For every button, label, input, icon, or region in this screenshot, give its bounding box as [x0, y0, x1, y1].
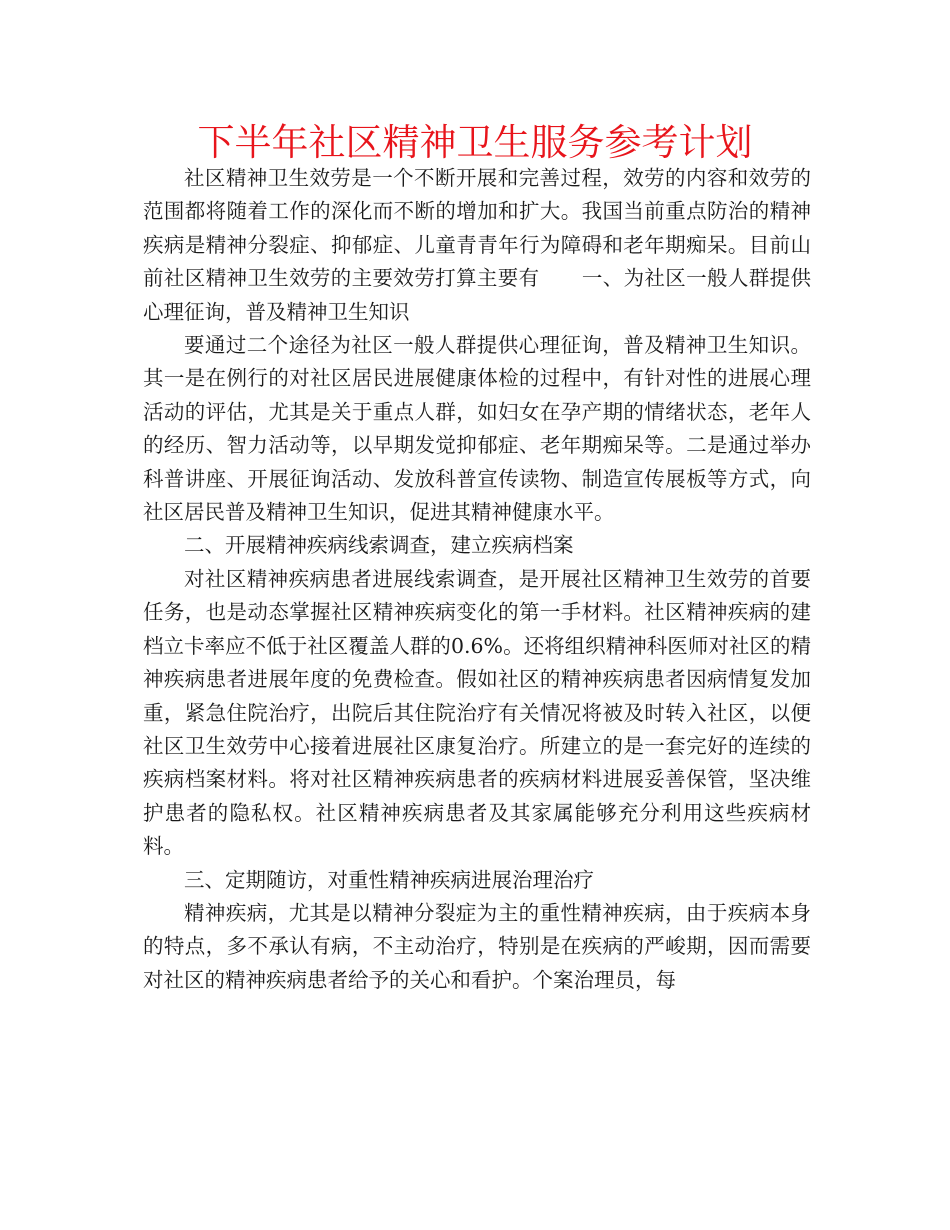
- paragraph-section-3-body: 精神疾病，尤其是以精神分裂症为主的重性精神疾病，由于疾病本身的特点，多不承认有病，不主动治疗，特别是在疾病的严峻期，因而需要对社区的精神疾病患者给予的关心和看护。个案治理员，每: [143, 900, 811, 992]
- paragraph-intro-text: 社区精神卫生效劳是一个不断开展和完善过程，效劳的内容和效劳的范围都将随着工作的深化而不断的增加和扩大。我国当前重点防治的精神疾病是精神分裂症、抑郁症、儿童青青年行为障碍和老年期痴呆。目前山前社区精神卫生效劳的主要效劳打算主要有: [143, 166, 811, 291]
- section-heading-1: 一、为社区一般人群提供心理征询，普及精神卫生知识: [143, 266, 812, 324]
- paragraph-section-1-body: 要通过二个途径为社区一般人群提供心理征询，普及精神卫生知识。其一是在例行的对社区居民进展健康体检的过程中，有针对性的进展心理活动的评估，尤其是关于重点人群，如妇女在孕产期的情绪状态，老年人的经历、智力活动等，以早期发觉抑郁症、老年期痴呆等。二是通过举办科普讲座、开展征询活动、发放科普宣传读物、制造宣传展板等方式，向社区居民普及精神卫生知识，促进其精神健康水平。: [143, 333, 811, 525]
- paragraph-section-2-body: 对社区精神疾病患者进展线索调查，是开展社区精神卫生效劳的首要任务，也是动态掌握社区精神疾病变化的第一手材料。社区精神疾病的建档立卡率应不低于社区覆盖人群的0.6%。还将组织精神科医师对社区的精神疾病患者进展年度的免费检查。假如社区的精神疾病患者因病情复发加重，紧急住院治疗，出院后其住院治疗有关情况将被及时转入社区，以便社区卫生效劳中心接着进展社区康复治疗。所建立的是一套完好的连续的疾病档案材料。将对社区精神疾病患者的疾病材料进展妥善保管，坚决维护患者的隐私权。社区精神疾病患者及其家属能够充分利用这些疾病材料。: [143, 566, 811, 859]
- paragraph-intro: [143, 162, 811, 329]
- section-heading-3: 三、定期随访，对重性精神疾病进展治理治疗: [184, 867, 594, 892]
- section-heading-2: 二、开展精神疾病线索调查，建立疾病档案: [184, 533, 574, 558]
- document-title: 下半年社区精神卫生服务参考计划: [197, 121, 753, 164]
- document-body: [143, 162, 811, 997]
